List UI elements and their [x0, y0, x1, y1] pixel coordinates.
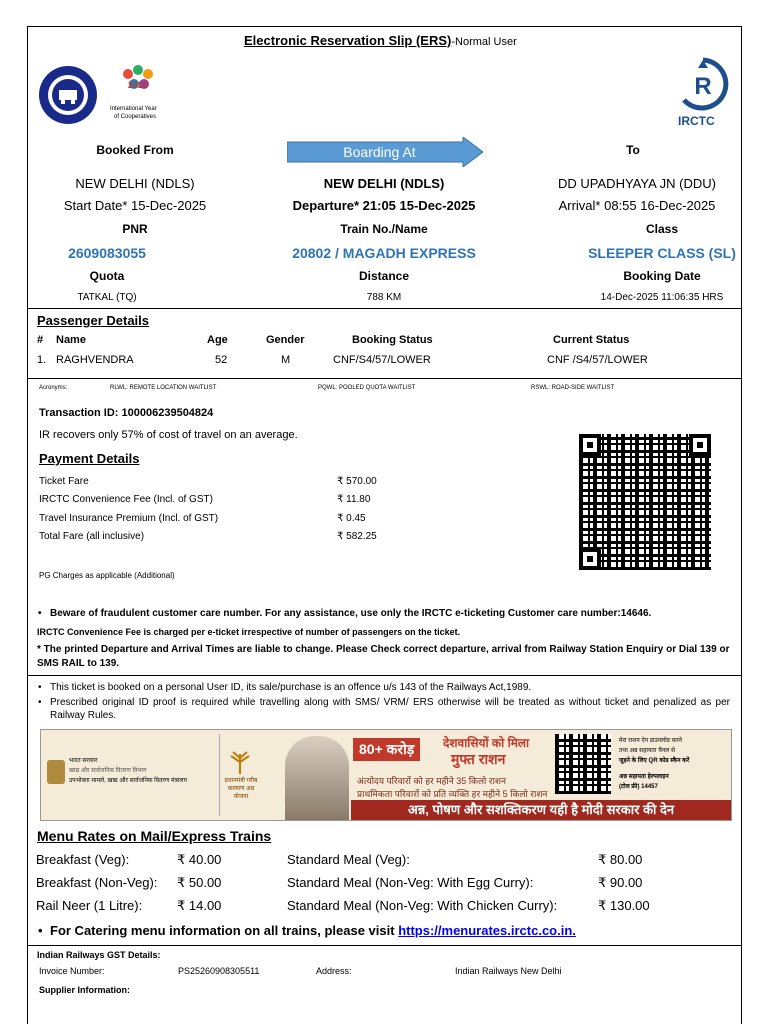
- menu-item-breakfast-veg: Breakfast (Veg):: [36, 852, 130, 867]
- boarding-at-label: Boarding At: [343, 144, 416, 160]
- indian-railways-logo: [39, 66, 97, 124]
- passenger-booking-status: CNF/S4/57/LOWER: [333, 354, 431, 366]
- passenger-current-status: CNF /S4/57/LOWER: [547, 354, 648, 366]
- irctc-logo: [672, 56, 734, 130]
- fraud-notice: • Beware of fraudulent customer care number. For any assistance, use only the IRCTC e-ticketing Customer care number:14646.: [50, 608, 740, 619]
- departure-time: Departure* 21:05 15-Dec-2025: [292, 198, 476, 213]
- train-label: Train No./Name: [340, 222, 428, 236]
- booking-date-label: Booking Date: [623, 269, 701, 283]
- divider: [27, 675, 742, 676]
- banner-headline2: मुफ्त राशन: [451, 751, 506, 767]
- timing-notice: * The printed Departure and Arrival Times are liable to change. Please Check correct departure, arrival from Railway Station Enquiry or Dial 139 or SMS RAIL to 139.: [37, 644, 730, 669]
- menu-price-standard-egg: ₹ 90.00: [598, 875, 643, 890]
- banner-gov-line2: खाद्य और सार्वजनिक वितरण विभाग: [69, 768, 147, 774]
- pnr-label: PNR: [122, 222, 148, 236]
- col-booking-status: Booking Status: [352, 334, 433, 346]
- menu-item-standard-chicken: Standard Meal (Non-Veg: With Chicken Curry):: [287, 898, 558, 913]
- acronym-rswl: RSWL: ROAD-SIDE WAITLIST: [531, 385, 615, 391]
- fare-value-convenience: ₹ 11.80: [337, 494, 371, 505]
- banner-helpline1: अन्न सहायता हेल्पलाइन: [619, 774, 669, 780]
- class-label: Class: [645, 222, 679, 236]
- banner-footer: अन्न, पोषण और सशक्तिकरण यही है मोदी सरकार की देन: [351, 800, 731, 820]
- address-label: Address:: [316, 966, 352, 976]
- gst-title: Indian Railways GST Details:: [37, 950, 161, 960]
- catering-text: For Catering menu information on all trains, please visit: [50, 923, 399, 938]
- invoice-number: PS25260908305511: [178, 966, 260, 976]
- convenience-notice: IRCTC Convenience Fee is charged per e-ticket irrespective of number of passengers on the ticket.: [37, 627, 461, 637]
- qr-finder: [579, 434, 601, 456]
- invoice-label: Invoice Number:: [39, 966, 105, 976]
- fare-label-total: Total Fare (all inclusive): [39, 531, 145, 542]
- supplier-info-label: Supplier Information:: [39, 985, 130, 995]
- payment-details-title: Payment Details: [39, 451, 140, 466]
- irctc-label: IRCTC: [678, 114, 715, 128]
- ers-header: [244, 33, 517, 48]
- ration-scheme-banner: [40, 729, 732, 821]
- emblem-icon: [47, 760, 65, 784]
- passenger-details-title: Passenger Details: [37, 313, 150, 328]
- banner-helpline2: (टोल फ्री) 14457: [619, 784, 658, 790]
- banner-app3: जुड़ने के लिए QR कोड स्कैन करें: [619, 758, 690, 764]
- from-station: NEW DELHI (NDLS): [75, 176, 195, 191]
- banner-crore: 80+ करोड़: [353, 738, 420, 761]
- banner-headline1: देशवासियों को मिला: [443, 736, 530, 750]
- booked-from-label: Booked From: [96, 143, 174, 157]
- fare-value-insurance: ₹ 0.45: [337, 513, 366, 524]
- train-number-name: 20802 / MAGADH EXPRESS: [292, 245, 476, 261]
- travel-class: SLEEPER CLASS (SL): [588, 245, 736, 261]
- menu-rates-title: Menu Rates on Mail/Express Trains: [37, 828, 272, 844]
- banner-gov-line3: उपभोक्ता मामले, खाद्य और सार्वजनिक वितरण मंत्रालय: [69, 778, 187, 784]
- col-name: Name: [56, 334, 86, 346]
- col-age: Age: [207, 334, 228, 346]
- to-station: DD UPADHYAYA JN (DDU): [558, 176, 716, 191]
- address-value: Indian Railways New Delhi: [455, 966, 562, 976]
- fare-label-convenience: IRCTC Convenience Fee (Incl. of GST): [39, 494, 213, 505]
- personal-id-notice: • This ticket is booked on a personal User ID, its sale/purchase is an offence u/s 143 of the Railways Act,1989.: [50, 682, 730, 693]
- svg-text:R: R: [694, 73, 712, 100]
- col-index: #: [37, 334, 44, 346]
- passenger-age: 52: [215, 354, 228, 366]
- distance-value: 788 KM: [366, 292, 402, 303]
- qr-finder: [579, 548, 601, 570]
- distance-label: Distance: [358, 269, 410, 283]
- id-proof-notice: • Prescribed original ID proof is required while travelling along with SMS/ VRM/ ERS otherwise will be treated as without ticket and penalized as per Railway Rules.: [50, 696, 730, 722]
- qr-finder: [689, 434, 711, 456]
- boarding-station: NEW DELHI (NDLS): [323, 176, 445, 191]
- menu-price-standard-chicken: ₹ 130.00: [598, 898, 650, 913]
- wheat-icon: [225, 748, 255, 774]
- coop-line1: International Year: [110, 106, 157, 112]
- passenger-name: RAGHVENDRA: [56, 354, 134, 366]
- menu-price-rail-neer: ₹ 14.00: [177, 898, 222, 913]
- col-current-status: Current Status: [553, 334, 630, 346]
- boarding-arrow: [287, 137, 483, 167]
- menu-item-standard-egg: Standard Meal (Non-Veg: With Egg Curry):: [287, 875, 534, 890]
- acronyms-label: Acronyms:: [39, 385, 68, 391]
- cooperatives-logo: [110, 64, 172, 126]
- user-type: -Normal User: [451, 36, 517, 48]
- pnr-number: 2609083055: [68, 245, 146, 261]
- divider: [27, 378, 742, 379]
- menu-item-rail-neer: Rail Neer (1 Litre):: [36, 898, 143, 913]
- transaction-id: Transaction ID: 100006239504824: [39, 407, 214, 419]
- pg-charges-note: PG Charges as applicable (Additional): [39, 571, 175, 580]
- menu-price-standard-veg: ₹ 80.00: [598, 852, 643, 867]
- fare-value-ticket: ₹ 570.00: [337, 476, 377, 487]
- ers-title: Electronic Reservation Slip (ERS): [244, 33, 452, 48]
- acronym-rlwl: RLWL: REMOTE LOCATION WAITLIST: [110, 385, 217, 391]
- banner-app1: मेरा राशन ऐप डाउनलोड करने: [619, 738, 683, 744]
- portrait-image: [285, 736, 349, 820]
- passenger-gender: M: [281, 354, 291, 366]
- arrival-time: Arrival* 08:55 16-Dec-2025: [558, 198, 716, 213]
- recovery-note: IR recovers only 57% of cost of travel on an average.: [39, 429, 298, 441]
- banner-app2: तथा अन्न सहायता चैनल से: [619, 748, 675, 754]
- ticket-qr-code: [579, 434, 711, 570]
- banner-gov-line1: भारत सरकार: [69, 758, 98, 764]
- banner-scheme: प्रधानमंत्री गरीब कल्याण अन्न योजना: [224, 778, 258, 800]
- menu-item-standard-veg: Standard Meal (Veg):: [287, 852, 410, 867]
- divider: [27, 308, 742, 309]
- catering-link[interactable]: https://menurates.irctc.co.in.: [398, 923, 576, 938]
- fare-label-insurance: Travel Insurance Premium (Incl. of GST): [39, 513, 219, 524]
- menu-item-breakfast-nonveg: Breakfast (Non-Veg):: [36, 875, 158, 890]
- start-date: Start Date* 15-Dec-2025: [63, 198, 207, 213]
- booking-date-value: 14-Dec-2025 11:06:35 HRS: [600, 292, 724, 303]
- quota-value: TATKAL (TQ): [77, 292, 137, 303]
- menu-price-breakfast-nonveg: ₹ 50.00: [177, 875, 222, 890]
- fare-label-ticket: Ticket Fare: [39, 476, 89, 487]
- coop-year: 2025: [128, 80, 149, 90]
- divider: [27, 945, 742, 946]
- col-gender: Gender: [266, 334, 305, 346]
- coop-line2: of Cooperatives: [114, 114, 157, 120]
- acronym-pqwl: PQWL: POOLED QUOTA WAITLIST: [318, 385, 416, 391]
- quota-label: Quota: [89, 269, 125, 283]
- menu-price-breakfast-veg: ₹ 40.00: [177, 852, 222, 867]
- catering-info: [50, 923, 576, 938]
- banner-line2: प्राथमिकता परिवारों को प्रति व्यक्ति हर महीने 5 किलो राशन: [357, 789, 548, 799]
- passenger-no: 1.: [37, 354, 47, 366]
- fare-value-total: ₹ 582.25: [337, 531, 377, 542]
- banner-divider: [219, 734, 220, 816]
- banner-line1: अंत्योदय परिवारों को हर महीने 35 किलो राशन: [357, 776, 507, 786]
- banner-qr-code: [555, 734, 611, 794]
- to-label: To: [626, 143, 640, 157]
